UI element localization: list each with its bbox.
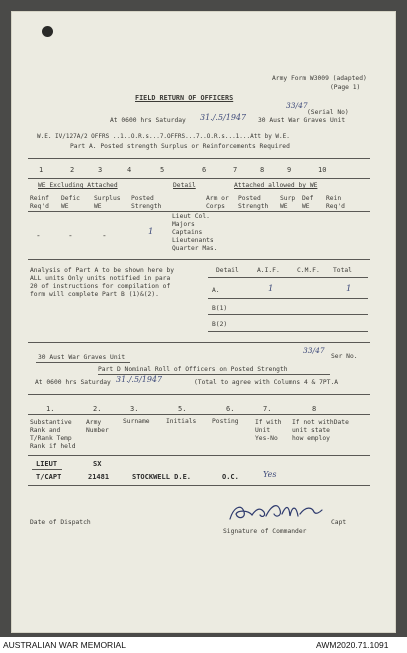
serial-no-value: 33/47: [286, 101, 308, 110]
d-label-surname: Surname: [123, 418, 150, 425]
analysis-aif-a: 1: [268, 284, 274, 294]
part-d-at-date: 31./.5/1947: [116, 375, 163, 384]
serial-no-label: (Serial No): [307, 109, 349, 116]
rank-captains: Captains: [172, 229, 203, 236]
d-col-num: 3.: [130, 405, 139, 413]
entry-rank-sub: LIEUT: [36, 460, 58, 468]
part-d-ser-label: Ser No.: [331, 353, 358, 360]
rule: [208, 298, 368, 299]
value-reinf: -: [36, 231, 41, 240]
punch-hole: [42, 26, 53, 37]
analysis-text: ALL units Only units notified in para: [30, 275, 171, 282]
part-d-ser-value: 33/47: [303, 346, 325, 355]
col-num: 10: [318, 166, 327, 174]
analysis-row-label: A.: [212, 287, 220, 294]
value-surplus: -: [102, 231, 107, 240]
col-num: 6: [202, 166, 207, 174]
entry-rank-sub2: SX: [93, 460, 102, 468]
rule: [28, 259, 370, 260]
establishment-line: W.E. IV/127A/2 OFFRS ..1..O.R.s...7.OFFRS...7..O.R.s...1...Att by W.E.: [37, 133, 290, 140]
entry-posting: O.C.: [222, 473, 239, 481]
d-label-posting: Posting: [212, 418, 239, 425]
analysis-header-detail: Detail: [216, 267, 239, 274]
entry-with-unit: Yes: [263, 470, 277, 479]
unit-name: 30 Aust War Graves Unit: [258, 117, 346, 124]
part-d-at-suffix: (Total to agree with Columns 4 & 7PT.A: [194, 379, 339, 386]
capt-label: Capt: [331, 519, 347, 526]
d-label-initials: Initials: [166, 418, 197, 425]
rule: [208, 314, 368, 315]
col-label-posted: Posted Strength: [131, 195, 162, 210]
col-num: 5: [160, 166, 165, 174]
col-label-defic: Defic WE: [61, 195, 80, 210]
date-of-dispatch: Date of Dispatch: [30, 519, 91, 526]
analysis-header-total: Total: [333, 267, 352, 274]
group-heading-detail: Detail: [173, 182, 196, 189]
d-label-with: If with Unit Yes-No: [255, 419, 282, 442]
col-label-posted-att: Posted Strength: [238, 195, 269, 210]
d-col-num: 5.: [178, 405, 187, 413]
entry-army-no: 21481: [88, 473, 110, 481]
army-form-label: Army Form W3009 (adapted): [272, 75, 367, 82]
analysis-row-label: B(2): [212, 321, 228, 328]
analysis-row-label: B(1): [212, 305, 228, 312]
col-num: 3: [98, 166, 103, 174]
commander-signature: [226, 500, 330, 526]
at-line-date: 31./.5/1947: [200, 113, 247, 122]
rank-majors: Majors: [172, 221, 195, 228]
caption-right: AWM2020.71.1091: [316, 640, 389, 650]
analysis-text: 20 of instructions for compilation of: [30, 283, 171, 290]
col-label-surp: Surp WE: [280, 195, 296, 210]
d-col-num: 7.: [263, 405, 272, 413]
rule: [28, 394, 370, 395]
part-d-title: Part D Nominal Roll of Officers on Posted Strength: [98, 366, 288, 373]
part-a-title: Part A. Posted strength Surplus or Reinforcements Required: [70, 143, 290, 150]
d-col-num: 6.: [226, 405, 235, 413]
col-num: 9: [287, 166, 292, 174]
entry-name: STOCKWELL D.E.: [132, 473, 192, 481]
analysis-header-cmf: C.M.F.: [297, 267, 320, 274]
col-num: 7: [233, 166, 238, 174]
analysis-text: Analysis of Part A to be shown here by: [30, 267, 175, 274]
rule: [32, 469, 62, 470]
analysis-text: form will complete Part B (1)&(2).: [30, 291, 159, 298]
col-label-surplus: Surplus WE: [94, 195, 121, 210]
col-label-reinf: Reinf Req'd: [30, 195, 49, 210]
d-label-not-with: If not withDate unit state how employ: [292, 419, 349, 442]
document-page: [11, 11, 396, 633]
col-label-arm: Arm or Corps: [206, 195, 229, 210]
col-num: 4: [127, 166, 132, 174]
col-num: 2: [70, 166, 75, 174]
rank-qm: Quarter Mas.: [172, 245, 218, 252]
d-label-army: Army Number: [86, 419, 109, 434]
col-label-rein: Rein Req'd: [326, 195, 345, 210]
value-defic: -: [68, 231, 73, 240]
group-heading-we: WE Excluding Attached: [38, 182, 118, 189]
d-col-num: 1.: [46, 405, 55, 413]
signature-label: Signature of Commander: [223, 528, 307, 535]
part-d-unit: 30 Aust War Graves Unit: [38, 354, 126, 361]
rank-lieutenants: Lieutenants: [172, 237, 214, 244]
rule: [28, 342, 370, 343]
page-title: FIELD RETURN OF OFFICERS: [135, 94, 234, 102]
rule: [28, 211, 370, 212]
rule: [28, 455, 370, 456]
col-label-def: Def WE: [302, 195, 314, 210]
part-d-at-prefix: At 0600 hrs Saturday: [35, 379, 111, 386]
analysis-total-a: 1: [346, 284, 352, 294]
entry-rank: T/CAPT: [36, 473, 62, 481]
rule: [28, 158, 370, 159]
col-num: 1: [39, 166, 44, 174]
group-heading-attached: Attached allowed by WE: [234, 182, 318, 189]
rule: [28, 178, 370, 179]
rank-lt-col: Lieut Col.: [172, 213, 210, 220]
caption-left: AUSTRALIAN WAR MEMORIAL: [3, 640, 126, 650]
rule: [28, 414, 370, 415]
analysis-header-aif: A.I.F.: [257, 267, 280, 274]
rule: [28, 485, 370, 486]
d-label-substantive: Substantive Rank and T/Rank Temp Rank if held: [30, 419, 76, 450]
page-number: (Page 1): [330, 84, 361, 91]
value-posted: 1: [148, 227, 154, 237]
rule: [208, 277, 368, 278]
rule: [36, 362, 130, 363]
rule: [208, 331, 368, 332]
d-col-num: 8: [312, 405, 317, 413]
at-line-prefix: At 0600 hrs Saturday: [110, 117, 186, 124]
col-num: 8: [260, 166, 265, 174]
d-col-num: 2.: [93, 405, 102, 413]
